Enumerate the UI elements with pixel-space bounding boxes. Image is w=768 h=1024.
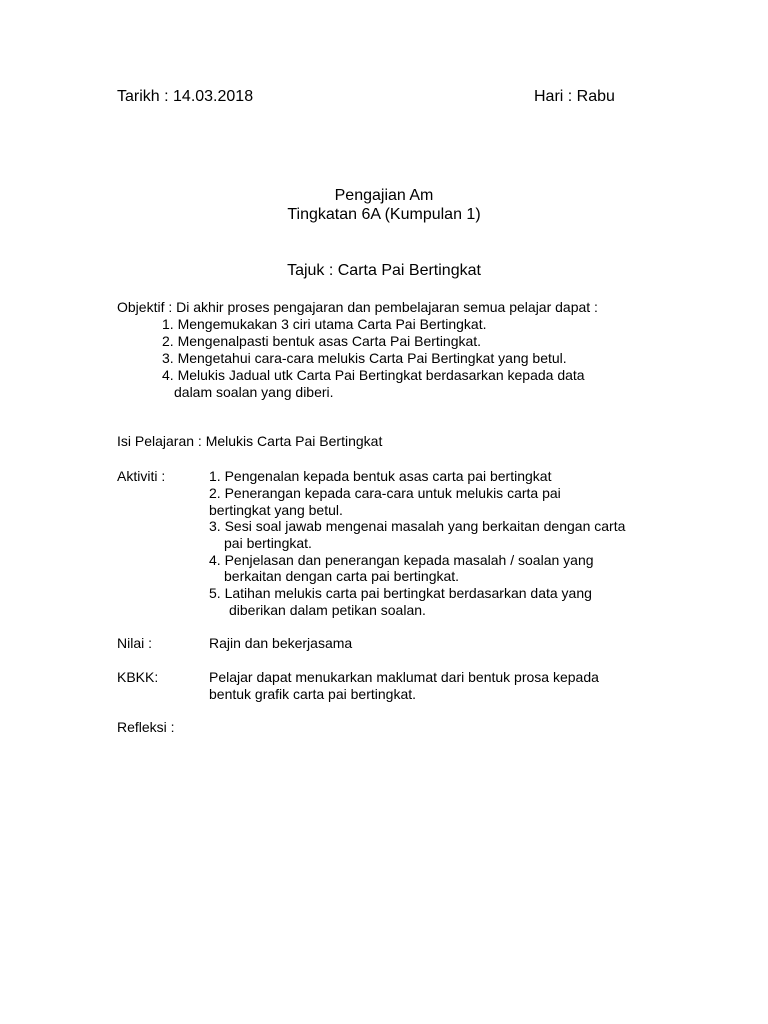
objective-item: 1. Mengemukakan 3 ciri utama Carta Pai Bertingkat. xyxy=(162,316,487,332)
class-title: Tingkatan 6A (Kumpulan 1) xyxy=(287,206,481,223)
kbkk-label: KBKK: xyxy=(117,669,159,685)
subject-title: Pengajian Am xyxy=(334,187,434,204)
date-text: Tarikh : 14.03.2018 xyxy=(117,88,254,105)
activity-line: pai bertingkat. xyxy=(224,535,312,551)
kbkk-line: Pelajar dapat menukarkan maklumat dari bentuk prosa kepada xyxy=(209,669,599,685)
day-text: Hari : Rabu xyxy=(534,88,615,105)
activities-label: Aktiviti : xyxy=(117,468,166,484)
objective-item: 2. Mengenalpasti bentuk asas Carta Pai Bertingkat. xyxy=(162,333,482,349)
activity-line: 5. Latihan melukis carta pai bertingkat berdasarkan data yang xyxy=(209,585,592,601)
activity-line: 3. Sesi soal jawab mengenai masalah yang berkaitan dengan carta xyxy=(209,518,626,534)
objective-intro: Objektif : Di akhir proses pengajaran dan pembelajaran semua pelajar dapat : xyxy=(117,299,598,315)
lesson-content: Isi Pelajaran : Melukis Carta Pai Bertingkat xyxy=(117,433,383,449)
activity-line: berkaitan dengan carta pai bertingkat. xyxy=(224,568,460,584)
activity-line: 4. Penjelasan dan penerangan kepada masalah / soalan yang xyxy=(209,552,594,568)
topic-title: Tajuk : Carta Pai Bertingkat xyxy=(287,262,481,279)
reflection-label: Refleksi : xyxy=(117,719,175,735)
kbkk-line: bentuk grafik carta pai bertingkat. xyxy=(209,686,417,702)
activity-line: bertingkat yang betul. xyxy=(209,502,343,518)
objective-item: 4. Melukis Jadual utk Carta Pai Bertingkat berdasarkan kepada data xyxy=(162,367,585,383)
objective-item-continuation: dalam soalan yang diberi. xyxy=(174,384,334,400)
objective-item: 3. Mengetahui cara-cara melukis Carta Pai Bertingkat yang betul. xyxy=(162,350,567,366)
activity-line: diberikan dalam petikan soalan. xyxy=(229,602,426,618)
activity-line: 2. Penerangan kepada cara-cara untuk melukis carta pai xyxy=(209,485,561,501)
activity-line: 1. Pengenalan kepada bentuk asas carta pai bertingkat xyxy=(209,468,552,484)
values-label: Nilai : xyxy=(117,635,153,651)
values-text: Rajin dan bekerjasama xyxy=(209,635,353,651)
